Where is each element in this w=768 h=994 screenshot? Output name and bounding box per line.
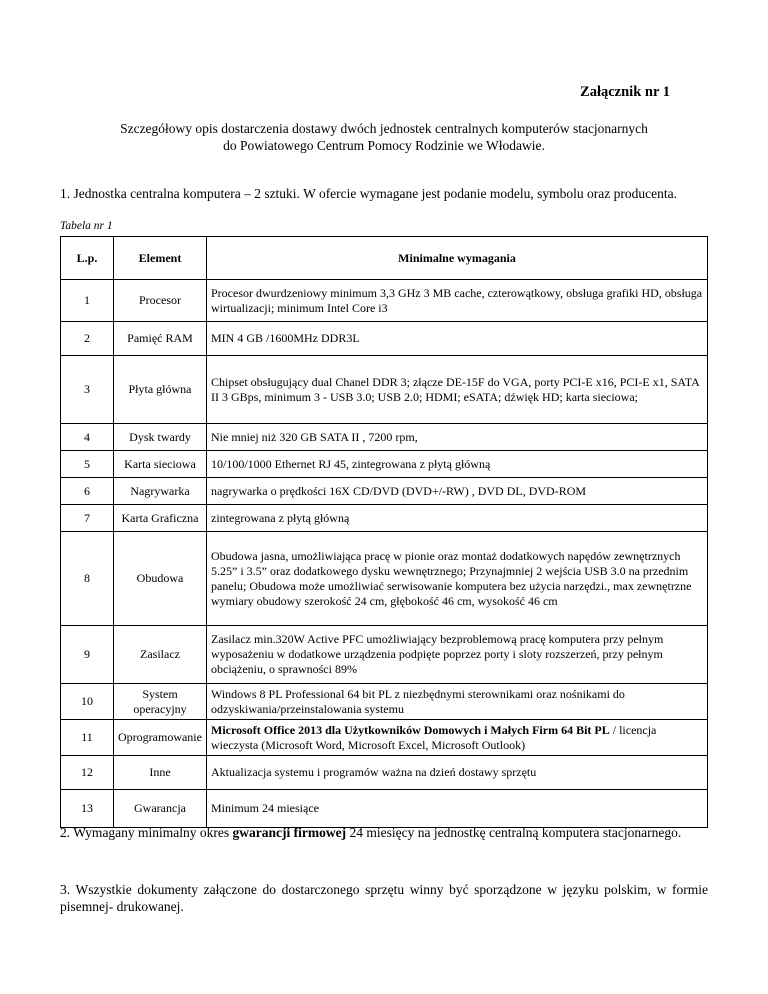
row-element: Nagrywarka: [114, 478, 207, 505]
row-element: Dysk twardy: [114, 424, 207, 451]
row-number: 2: [61, 322, 114, 356]
requirement-bold-text: Microsoft Office 2013 dla Użytkowników Domowych i Małych Firm 64 Bit PL: [211, 722, 610, 737]
row-requirement: Obudowa jasna, umożliwiająca pracę w pionie oraz montaż dodatkowych napędów zewnętrznych 5.25” i 3.5” oraz dodatkowego dysku wewnętrznego; Przynajmniej 2 wejścia USB 3.0 na przednim panelu; Obudowa może umożliwiać serwisowanie komputera bez użycia narzędzi., max zewnętrzne wymiary obudowy szerokość 24 cm, głębokość 46 cm, wysokość 46 cm: [207, 532, 708, 626]
table-header-row: [61, 237, 708, 280]
table-row: [61, 756, 708, 790]
table-row: [61, 451, 708, 478]
section-2-bold: gwarancji firmowej: [232, 825, 347, 840]
table-caption: Tabela nr 1: [60, 220, 113, 232]
row-number: 10: [61, 684, 114, 720]
row-number: 5: [61, 451, 114, 478]
table-row: [61, 505, 708, 532]
row-element: Płyta główna: [114, 356, 207, 424]
row-number: 13: [61, 790, 114, 828]
row-element: Zasilacz: [114, 626, 207, 684]
row-number: 11: [61, 720, 114, 756]
table-row: [61, 424, 708, 451]
row-element: Inne: [114, 756, 207, 790]
table-row: [61, 684, 708, 720]
section-1: 1. Jednostka centralna komputera – 2 sztuki. W ofercie wymagane jest podanie modelu, symbolu oraz producenta.: [60, 186, 677, 201]
section-2-before: 2. Wymagany minimalny okres: [60, 825, 233, 840]
table-row: [61, 790, 708, 828]
table-row: [61, 532, 708, 626]
row-element: Obudowa: [114, 532, 207, 626]
row-requirement: Nie mniej niż 320 GB SATA II , 7200 rpm,: [207, 424, 708, 451]
table-body: [61, 280, 708, 828]
row-element: Procesor: [114, 280, 207, 322]
table-row: [61, 280, 708, 322]
row-number: 9: [61, 626, 114, 684]
table-row: [61, 322, 708, 356]
row-number: 6: [61, 478, 114, 505]
row-element: Karta sieciowa: [114, 451, 207, 478]
row-requirement: Minimum 24 miesiące: [207, 790, 708, 828]
row-element: Karta Graficzna: [114, 505, 207, 532]
intro-heading: [60, 120, 708, 154]
row-requirement: Zasilacz min.320W Active PFC umożliwiający bezproblemową pracę komputera przy pełnym wyposażeniu w dodatkowe urządzenia podpięte poprzez porty i sloty rozszerzeń, przy pełnym obciążeniu, o sprawności 89%: [207, 626, 708, 684]
requirement-text: / licencja wieczysta (Microsoft Word, Microsoft Excel, Microsoft Outlook): [211, 722, 657, 752]
header-element: Element: [114, 237, 207, 280]
intro-line-2: do Powiatowego Centrum Pomocy Rodzinie we Włodawie.: [223, 138, 545, 153]
annex-title: Załącznik nr 1: [580, 84, 670, 100]
header-lp: L.p.: [61, 237, 114, 280]
row-number: 1: [61, 280, 114, 322]
row-requirement: [207, 720, 708, 756]
row-requirement: nagrywarka o prędkości 16X CD/DVD (DVD+/-RW) , DVD DL, DVD-ROM: [207, 478, 708, 505]
table-row: [61, 356, 708, 424]
row-number: 4: [61, 424, 114, 451]
row-element: Gwarancja: [114, 790, 207, 828]
row-number: 12: [61, 756, 114, 790]
section-2-after: 24 miesięcy na jednostkę centralną komputera stacjonarnego.: [346, 825, 682, 840]
row-element: System operacyjny: [114, 684, 207, 720]
row-requirement: MIN 4 GB /1600MHz DDR3L: [207, 322, 708, 356]
table-row: [61, 626, 708, 684]
header-requirements: Minimalne wymagania: [207, 237, 708, 280]
table-row: [61, 720, 708, 756]
row-number: 7: [61, 505, 114, 532]
spec-table: [60, 236, 708, 828]
row-requirement: zintegrowana z płytą główną: [207, 505, 708, 532]
row-element: Oprogramowanie: [114, 720, 207, 756]
section-3: 3. Wszystkie dokumenty załączone do dostarczonego sprzętu winny być sporządzone w języku polskim, w formie pisemnej- drukowanej.: [60, 882, 708, 914]
row-requirement: Chipset obsługujący dual Chanel DDR 3; złącze DE-15F do VGA, porty PCI-E x16, PCI-E x1, SATA II 3 GBps, minimum 3 - USB 3.0; USB 2.0; HDMI; eSATA; dźwięk HD; karta sieciowa;: [207, 356, 708, 424]
row-element: Pamięć RAM: [114, 322, 207, 356]
row-number: 8: [61, 532, 114, 626]
row-number: 3: [61, 356, 114, 424]
row-requirement: Aktualizacja systemu i programów ważna na dzień dostawy sprzętu: [207, 756, 708, 790]
row-requirement: 10/100/1000 Ethernet RJ 45, zintegrowana z płytą główną: [207, 451, 708, 478]
intro-line-1: Szczegółowy opis dostarczenia dostawy dwóch jednostek centralnych komputerów stacjonarnych: [120, 121, 648, 136]
table-row: [61, 478, 708, 505]
section-2: [60, 824, 708, 841]
row-requirement: Windows 8 PL Professional 64 bit PL z niezbędnymi sterownikami oraz nośnikami do odzyskiwania/przeinstalowania systemu: [207, 684, 708, 720]
row-requirement: Procesor dwurdzeniowy minimum 3,3 GHz 3 MB cache, czterowątkowy, obsługa grafiki HD, obsługa wirtualizacji; minimum Intel Core i3: [207, 280, 708, 322]
